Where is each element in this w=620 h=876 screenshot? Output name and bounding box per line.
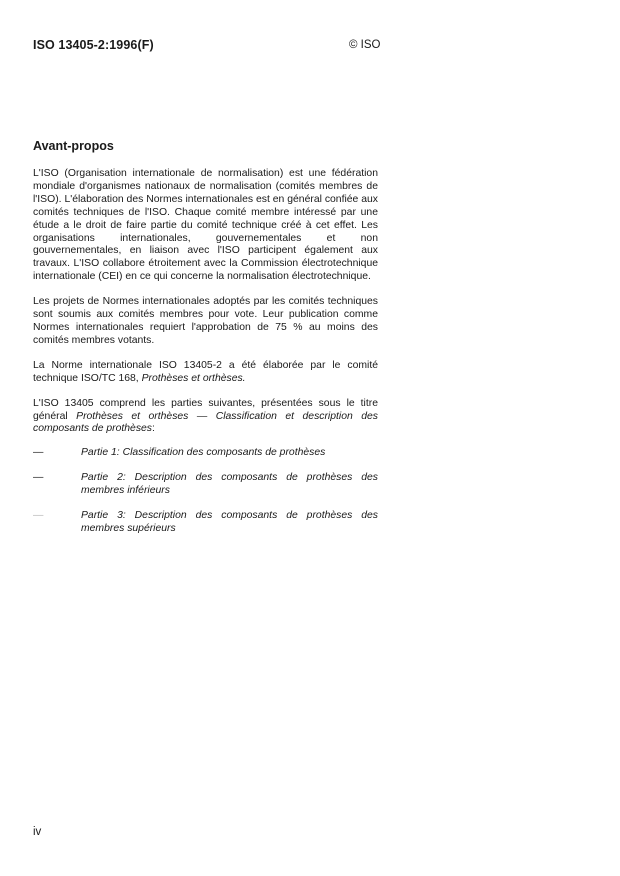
page-number: iv <box>33 826 42 838</box>
paragraph-parts-intro <box>33 398 378 437</box>
standard-id: ISO 13405-2:1996(F) <box>33 38 154 52</box>
list-item-text: Partie 3: Description des composants de prothèses des membres supérieurs <box>81 510 378 534</box>
paragraph-voting: Les projets de Normes internationales adoptés par les comités techniques sont soumis aux comités membres pour vote. Leur publication comme Normes internationales requiert l'approbation de 75 % au moins des comités membres votants. <box>33 296 378 346</box>
parts-intro-end: : <box>152 423 155 435</box>
list-item <box>33 472 378 498</box>
list-dash: — <box>33 510 44 522</box>
list-item-text: Partie 2: Description des composants de prothèses des membres inférieurs <box>81 472 378 497</box>
foreword-body <box>33 168 378 548</box>
paragraph-committee <box>33 360 378 386</box>
list-item-text: Partie 1: Classification des composants de prothèses <box>81 447 326 459</box>
committee-title: Prothèses et orthèses. <box>141 372 246 384</box>
committee-text: La Norme internationale ISO 13405-2 a été élaborée par le comité technique ISO/TC 168, <box>33 359 378 384</box>
parts-general-title: Prothèses et orthèses — Classification et description des composants de prothèses <box>33 410 378 435</box>
section-title: Avant-propos <box>33 139 114 153</box>
list-dash: — <box>33 472 44 484</box>
paragraph-iso-intro: L'ISO (Organisation internationale de normalisation) est une fédération mondiale d'organismes nationaux de normalisation (comités membres de l'ISO). L'élaboration des Normes internationales est en général confiée aux comités techniques de l'ISO. Chaque comité membre intéressé par une étude a le droit de faire partie du comité technique créé à cet effet. Les organisations internationales, gouvernementales et non gouvernementales, en liaison avec l'ISO participent également aux travaux. L'ISO collabore étroitement avec la Commission électrotechnique internationale (CEI) en ce qui concerne la normalisation électrotechnique. <box>33 168 378 283</box>
list-item <box>33 510 378 536</box>
parts-list <box>33 447 378 536</box>
list-dash: — <box>33 447 44 459</box>
list-item <box>33 447 378 460</box>
parts-intro-text: L'ISO 13405 comprend les parties suivantes, présentées sous le titre général <box>33 397 378 422</box>
copyright-notice: © ISO <box>349 39 381 51</box>
